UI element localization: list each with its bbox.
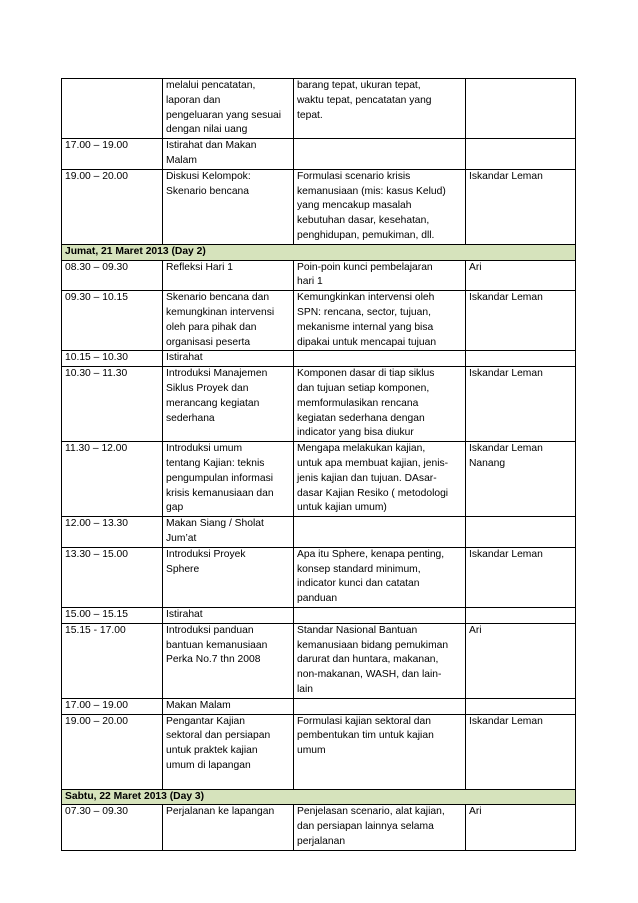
cell-text-line: Istirahat — [166, 608, 203, 620]
table-row — [62, 805, 576, 850]
cell-text-line: Iskandar Leman — [469, 292, 543, 304]
cell-text-line: untuk kajian umum) — [297, 502, 387, 514]
description-cell — [294, 260, 466, 291]
time-cell — [62, 623, 163, 698]
cell-text-line: dan tujuan setiap komponen, — [297, 382, 430, 394]
description-cell — [294, 139, 466, 170]
table-row — [62, 442, 576, 517]
schedule-table — [61, 78, 576, 851]
cell-text-line: Ari — [469, 624, 482, 636]
cell-text-line: umum di lapangan — [166, 759, 251, 771]
cell-text-line: Introduksi Manajemen — [166, 368, 268, 380]
cell-text-line: hari 1 — [297, 276, 323, 288]
cell-text-line: Nanang — [469, 457, 506, 469]
time-cell — [62, 139, 163, 170]
cell-text-line: Formulasi scenario krisis — [297, 170, 411, 182]
description-cell — [294, 351, 466, 367]
cell-text-line: oleh para pihak dan — [166, 321, 257, 333]
activity-cell — [163, 805, 294, 850]
cell-text-line: 15.15 - 17.00 — [65, 624, 126, 636]
cell-text-line: Perka No.7 thn 2008 — [166, 654, 261, 666]
cell-text-line: Introduksi Proyek — [166, 548, 246, 560]
table-row — [62, 169, 576, 244]
facilitator-cell — [466, 517, 576, 548]
cell-text-line: indicator kunci dan catatan — [297, 578, 420, 590]
cell-text-line: gap — [166, 502, 184, 514]
cell-text-line: Makan Malam — [166, 699, 231, 711]
table-row — [62, 607, 576, 623]
cell-text-line: tentang Kajian: teknis — [166, 457, 265, 469]
cell-text-line: kemungkinan intervensi — [166, 306, 275, 318]
cell-text-line: kemanusiaan bidang pemukiman — [297, 639, 449, 651]
table-row — [62, 79, 576, 139]
time-cell — [62, 714, 163, 789]
description-cell — [294, 698, 466, 714]
cell-text-line: Iskandar Leman — [469, 715, 543, 727]
time-cell — [62, 698, 163, 714]
cell-text-line: Introduksi panduan — [166, 624, 254, 636]
cell-text-line: 17.00 – 19.00 — [65, 699, 128, 711]
cell-text-line: Mengapa melakukan kajian, — [297, 443, 426, 455]
activity-cell — [163, 698, 294, 714]
cell-text-line: non-makanan, WASH, dan lain- — [297, 669, 442, 681]
cell-text-line: 08.30 – 09.30 — [65, 261, 128, 273]
time-cell — [62, 291, 163, 351]
activity-cell — [163, 351, 294, 367]
cell-text-line: jenis kajian dan tujuan. DAsar- — [297, 472, 437, 484]
cell-text-line: Penjelasan scenario, alat kajian, — [297, 806, 445, 818]
cell-text-line: pengumpulan informasi — [166, 472, 274, 484]
cell-text-line: umum — [297, 745, 326, 757]
cell-text-line: yang mencakup masalah — [297, 200, 412, 212]
cell-text-line: pengeluaran yang sesuai — [166, 109, 282, 121]
table-row — [62, 291, 576, 351]
cell-text-line: mekanisme internal yang bisa — [297, 321, 434, 333]
cell-text-line: 15.00 – 15.15 — [65, 608, 128, 620]
cell-text-line: Perjalanan ke lapangan — [166, 806, 275, 818]
cell-text-line: Komponen dasar di tiap siklus — [297, 368, 435, 380]
cell-text-line: lain — [297, 683, 314, 695]
cell-text-line: 19.00 – 20.00 — [65, 170, 128, 182]
facilitator-cell — [466, 79, 576, 139]
table-row — [62, 547, 576, 607]
time-cell — [62, 607, 163, 623]
cell-text-line: untuk praktek kajian — [166, 745, 258, 757]
cell-text-line: sektoral dan persiapan — [166, 730, 271, 742]
activity-cell — [163, 623, 294, 698]
table-row — [62, 260, 576, 291]
cell-text-line: Formulasi kajian sektoral dan — [297, 715, 431, 727]
activity-cell — [163, 291, 294, 351]
description-cell — [294, 291, 466, 351]
cell-text-line: panduan — [297, 593, 338, 605]
day-header-row — [62, 244, 576, 260]
cell-text-line: Sphere — [166, 563, 200, 575]
activity-cell — [163, 260, 294, 291]
facilitator-cell — [466, 547, 576, 607]
table-row — [62, 714, 576, 789]
activity-cell — [163, 79, 294, 139]
cell-text-line: Iskandar Leman — [469, 170, 543, 182]
table-row — [62, 623, 576, 698]
cell-text-line: Pengantar Kajian — [166, 715, 246, 727]
cell-text-line: Iskandar Leman — [469, 368, 543, 380]
description-cell — [294, 805, 466, 850]
cell-text-line: Ari — [469, 806, 482, 818]
facilitator-cell — [466, 623, 576, 698]
cell-text-line: SPN: rencana, sector, tujuan, — [297, 306, 431, 318]
cell-text-line: merancang kegiatan — [166, 397, 260, 409]
cell-text-line: darurat dan huntara, makanan, — [297, 654, 439, 666]
cell-text-line: 12.00 – 13.30 — [65, 518, 128, 530]
facilitator-cell — [466, 442, 576, 517]
cell-text-line: Siklus Proyek dan — [166, 382, 249, 394]
time-cell — [62, 442, 163, 517]
schedule-body — [62, 79, 576, 851]
cell-text-line: Iskandar Leman — [469, 548, 543, 560]
description-cell — [294, 517, 466, 548]
description-cell — [294, 623, 466, 698]
facilitator-cell — [466, 291, 576, 351]
time-cell — [62, 79, 163, 139]
table-row — [62, 698, 576, 714]
cell-text-line: Istirahat dan Makan — [166, 140, 257, 152]
description-cell — [294, 607, 466, 623]
cell-text-line: dengan nilai uang — [166, 124, 248, 136]
time-cell — [62, 805, 163, 850]
facilitator-cell — [466, 351, 576, 367]
facilitator-cell — [466, 714, 576, 789]
cell-text-line: bantuan kemanusiaan — [166, 639, 268, 651]
cell-text-line: 10.15 – 10.30 — [65, 352, 128, 364]
description-cell — [294, 547, 466, 607]
cell-text-line: tepat. — [297, 109, 323, 121]
cell-text-line: Istirahat — [166, 352, 203, 364]
activity-cell — [163, 169, 294, 244]
cell-text-line: Introduksi umum — [166, 443, 243, 455]
table-row — [62, 367, 576, 442]
cell-text-line: laporan dan — [166, 94, 221, 106]
cell-text-line: Kemungkinkan intervensi oleh — [297, 292, 435, 304]
cell-text-line: penghidupan, pemukiman, dll. — [297, 229, 435, 241]
time-cell — [62, 517, 163, 548]
facilitator-cell — [466, 139, 576, 170]
cell-text-line: kegiatan sederhana dengan — [297, 412, 425, 424]
cell-text-line: organisasi peserta — [166, 336, 251, 348]
cell-text-line: sederhana — [166, 412, 215, 424]
facilitator-cell — [466, 367, 576, 442]
cell-text-line: Ari — [469, 261, 482, 273]
time-cell — [62, 547, 163, 607]
facilitator-cell — [466, 169, 576, 244]
activity-cell — [163, 367, 294, 442]
description-cell — [294, 169, 466, 244]
cell-text-line: waktu tepat, pencatatan yang — [297, 94, 432, 106]
cell-text-line: Apa itu Sphere, kenapa penting, — [297, 548, 445, 560]
description-cell — [294, 79, 466, 139]
description-cell — [294, 714, 466, 789]
cell-text-line: Skenario bencana dan — [166, 292, 270, 304]
cell-text-line: pembentukan tim untuk kajian — [297, 730, 434, 742]
cell-text-line: dipakai untuk mencapai tujuan — [297, 336, 437, 348]
cell-text-line: 13.30 – 15.00 — [65, 548, 128, 560]
facilitator-cell — [466, 805, 576, 850]
cell-text-line: Iskandar Leman — [469, 443, 543, 455]
cell-text-line: Skenario bencana — [166, 185, 250, 197]
time-cell — [62, 260, 163, 291]
table-row — [62, 351, 576, 367]
cell-text-line: memformulasikan rencana — [297, 397, 419, 409]
cell-text-line: 19.00 – 20.00 — [65, 715, 128, 727]
cell-text-line: konsep standard minimum, — [297, 563, 421, 575]
cell-text-line: Standar Nasional Bantuan — [297, 624, 418, 636]
activity-cell — [163, 607, 294, 623]
cell-text-line: indicator yang bisa diukur — [297, 427, 414, 439]
activity-cell — [163, 547, 294, 607]
day-header: Jumat, 21 Maret 2013 (Day 2) — [62, 244, 576, 260]
activity-cell — [163, 517, 294, 548]
time-cell — [62, 169, 163, 244]
cell-text-line: barang tepat, ukuran tepat, — [297, 80, 421, 91]
cell-text-line: Malam — [166, 154, 197, 166]
cell-text-line: dasar Kajian Resiko ( metodologi — [297, 487, 449, 499]
day-header: Sabtu, 22 Maret 2013 (Day 3) — [62, 789, 576, 805]
facilitator-cell — [466, 260, 576, 291]
cell-text-line: 07.30 – 09.30 — [65, 806, 128, 818]
cell-text-line: kemanusiaan (mis: kasus Kelud) — [297, 185, 446, 197]
cell-text-line: perjalanan — [297, 835, 346, 847]
time-cell — [62, 367, 163, 442]
cell-text-line: kebutuhan dasar, kesehatan, — [297, 215, 430, 227]
cell-text-line: Jum’at — [166, 532, 197, 544]
cell-text-line: 11.30 – 12.00 — [65, 443, 128, 455]
day-header-row — [62, 789, 576, 805]
facilitator-cell — [466, 607, 576, 623]
table-row — [62, 139, 576, 170]
cell-text-line: 17.00 – 19.00 — [65, 140, 128, 152]
activity-cell — [163, 442, 294, 517]
cell-text-line: Diskusi Kelompok: — [166, 170, 251, 182]
description-cell — [294, 442, 466, 517]
cell-text-line: 10.30 – 11.30 — [65, 368, 128, 380]
table-row — [62, 517, 576, 548]
cell-text-line: Poin-poin kunci pembelajaran — [297, 261, 433, 273]
description-cell — [294, 367, 466, 442]
cell-text-line: Makan Siang / Sholat — [166, 518, 264, 530]
cell-text-line: Refleksi Hari 1 — [166, 261, 233, 273]
cell-text-line: 09.30 – 10.15 — [65, 292, 128, 304]
activity-cell — [163, 714, 294, 789]
cell-text-line: melalui pencatatan, — [166, 80, 256, 91]
cell-text-line: krisis kemanusiaan dan — [166, 487, 274, 499]
cell-text-line: dan persiapan lainnya selama — [297, 821, 434, 833]
time-cell — [62, 351, 163, 367]
facilitator-cell — [466, 698, 576, 714]
cell-text-line: untuk apa membuat kajian, jenis- — [297, 457, 449, 469]
activity-cell — [163, 139, 294, 170]
